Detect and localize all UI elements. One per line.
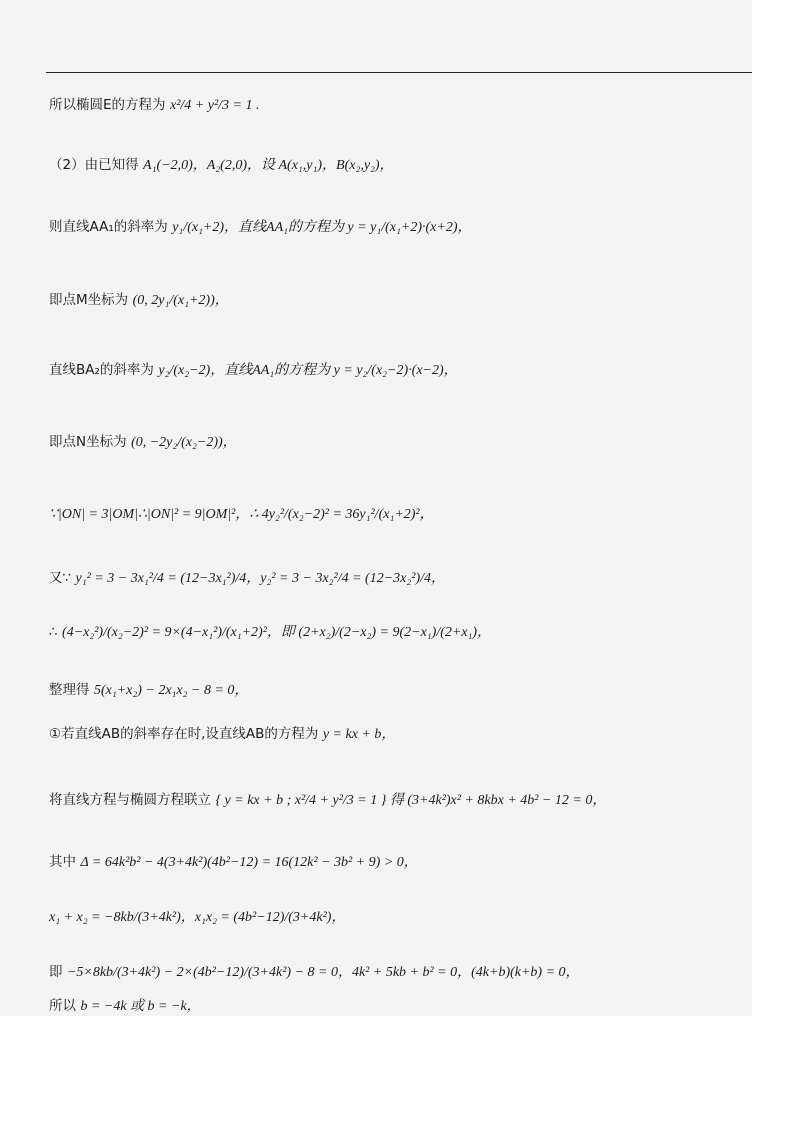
text-line: ∴ (4−x₂²)/(x₂−2)² = 9×(4−x₁²)/(x₁+2)²，即 (2+x₂)/(2−x₂) = 9(2−x₁)/(2+x₁)， — [49, 624, 492, 640]
text-line: 则直线AA₁的斜率为 y₁/(x₁+2)，直线AA₁的方程为 y = y₁/(x₁+2)·(x+2)， — [49, 219, 472, 235]
text-line: 又∵ y₁² = 3 − 3x₁²/4 = (12−3x₁²)/4，y₂² = 3 − 3x₂²/4 = (12−3x₂²)/4， — [49, 570, 446, 586]
text-line: ∵|ON| = 3|OM|∴|ON|² = 9|OM|²，∴ 4y₂²/(x₂−2)² = 36y₁²/(x₁+2)²， — [49, 507, 434, 522]
text-line: （2）由已知得 A₁(−2,0)，A₂(2,0)，设 A(x₁,y₁)，B(x₂,y₂)， — [49, 157, 394, 173]
text-line: 所以椭圆E的方程为 x²/4 + y²/3 = 1 . — [49, 97, 260, 113]
text-line: 整理得 5(x₁+x₂) − 2x₁x₂ − 8 = 0， — [49, 682, 249, 698]
text-line: 将直线方程与椭圆方程联立 { y = kx + b ; x²/4 + y²/3 = 1 } 得 (3+4k²)x² + 8kbx + 4b² − 12 = 0， — [49, 792, 607, 808]
text-line: 所以 b = −4k 或 b = −k， — [49, 998, 201, 1014]
text-line: 即 −5×8kb/(3+4k²) − 2×(4b²−12)/(3+4k²) − 8 = 0，4k² + 5kb + b² = 0，(4k+b)(k+b) = 0， — [49, 964, 580, 980]
text-line: 其中 Δ = 64k²b² − 4(3+4k²)(4b²−12) = 16(12k² − 3b² + 9) > 0， — [49, 854, 418, 870]
text-line: 即点N坐标为 (0, −2y₂/(x₂−2))， — [49, 434, 237, 450]
header-rule — [46, 72, 752, 73]
text-line: 直线BA₂的斜率为 y₂/(x₂−2)，直线AA₁的方程为 y = y₂/(x₂−2)·(x−2)， — [49, 362, 458, 378]
text-line: x₁ + x₂ = −8kb/(3+4k²)，x₁x₂ = (4b²−12)/(3+4k²)， — [49, 910, 346, 925]
text-line: 即点M坐标为 (0, 2y₁/(x₁+2))， — [49, 292, 229, 308]
text-line: ①若直线AB的斜率存在时,设直线AB的方程为 y = kx + b， — [49, 726, 396, 742]
